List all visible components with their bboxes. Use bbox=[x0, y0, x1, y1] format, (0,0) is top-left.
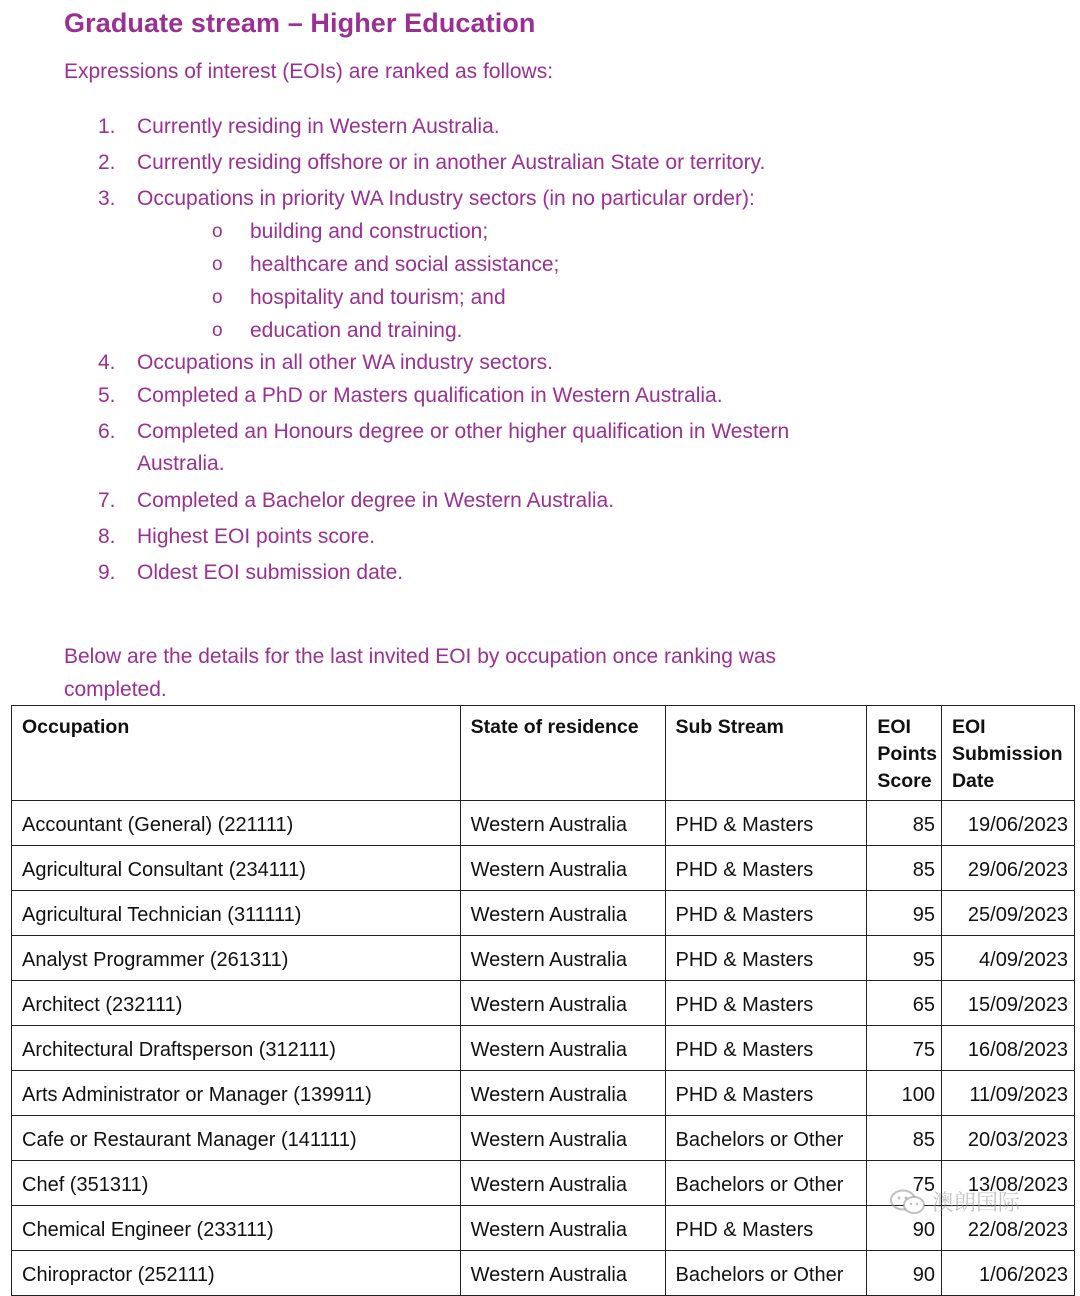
eoi-table bbox=[11, 705, 1075, 1296]
ranking-number: 6. bbox=[98, 420, 116, 443]
cell-sub-stream: PHD & Masters bbox=[665, 801, 867, 846]
cell-sub-stream: Bachelors or Other bbox=[665, 1116, 867, 1161]
cell-sub-stream: PHD & Masters bbox=[665, 846, 867, 891]
cell-occupation: Cafe or Restaurant Manager (141111) bbox=[12, 1116, 461, 1161]
sector-bullet: o bbox=[212, 221, 223, 242]
table-row bbox=[12, 1071, 1075, 1116]
table-intro-text: Below are the details for the last invited EOI by occupation once ranking was completed. bbox=[64, 645, 777, 701]
cell-state: Western Australia bbox=[460, 936, 665, 981]
cell-sub-stream: Bachelors or Other bbox=[665, 1161, 867, 1206]
cell-sub-stream: PHD & Masters bbox=[665, 1026, 867, 1071]
cell-submission-date: 1/06/2023 bbox=[941, 1251, 1074, 1296]
table-row bbox=[12, 801, 1075, 846]
cell-state: Western Australia bbox=[460, 1116, 665, 1161]
ranking-text: Completed an Honours degree or other higher qualification in Western Australia. bbox=[137, 420, 790, 475]
sector-bullet: o bbox=[212, 320, 223, 341]
table-row bbox=[12, 846, 1075, 891]
cell-state: Western Australia bbox=[460, 801, 665, 846]
ranking-number: 3. bbox=[98, 187, 116, 210]
watermark-text: 澳朗国际 bbox=[932, 1190, 1021, 1215]
table-row bbox=[12, 1026, 1075, 1071]
cell-points-score: 85 bbox=[867, 1116, 942, 1161]
ranking-text: Completed a PhD or Masters qualification in Western Australia. bbox=[137, 384, 723, 407]
ranking-number: 8. bbox=[98, 525, 116, 548]
cell-submission-date: 16/08/2023 bbox=[941, 1026, 1074, 1071]
cell-submission-date: 25/09/2023 bbox=[941, 891, 1074, 936]
cell-occupation: Agricultural Consultant (234111) bbox=[12, 846, 461, 891]
cell-points-score: 90 bbox=[867, 1251, 942, 1296]
ranking-text: Completed a Bachelor degree in Western Australia. bbox=[137, 489, 615, 512]
cell-points-score: 75 bbox=[867, 1161, 942, 1206]
cell-occupation: Analyst Programmer (261311) bbox=[12, 936, 461, 981]
cell-occupation: Chemical Engineer (233111) bbox=[12, 1206, 461, 1251]
table-header-row bbox=[12, 706, 1075, 801]
cell-points-score: 85 bbox=[867, 846, 942, 891]
ranking-number: 7. bbox=[98, 489, 116, 512]
sector-text: hospitality and tourism; and bbox=[250, 286, 506, 309]
cell-submission-date: 29/06/2023 bbox=[941, 846, 1074, 891]
table-row bbox=[12, 1251, 1075, 1296]
table-row bbox=[12, 1206, 1075, 1251]
cell-points-score: 75 bbox=[867, 1026, 942, 1071]
cell-points-score: 100 bbox=[867, 1071, 942, 1116]
cell-points-score: 95 bbox=[867, 891, 942, 936]
header-points-score: EOI Points Score bbox=[867, 706, 942, 801]
ranking-text: Oldest EOI submission date. bbox=[137, 561, 404, 584]
ranking-text: Highest EOI points score. bbox=[137, 525, 376, 548]
cell-occupation: Chiropractor (252111) bbox=[12, 1251, 461, 1296]
sector-text: education and training. bbox=[250, 319, 463, 342]
cell-state: Western Australia bbox=[460, 846, 665, 891]
cell-points-score: 65 bbox=[867, 981, 942, 1026]
cell-occupation: Agricultural Technician (311111) bbox=[12, 891, 461, 936]
cell-points-score: 85 bbox=[867, 801, 942, 846]
cell-sub-stream: Bachelors or Other bbox=[665, 1251, 867, 1296]
cell-occupation: Architectural Draftsperson (312111) bbox=[12, 1026, 461, 1071]
ranking-number: 2. bbox=[98, 151, 116, 174]
cell-state: Western Australia bbox=[460, 1161, 665, 1206]
cell-state: Western Australia bbox=[460, 1026, 665, 1071]
table-row bbox=[12, 1161, 1075, 1206]
cell-sub-stream: PHD & Masters bbox=[665, 891, 867, 936]
cell-submission-date: 15/09/2023 bbox=[941, 981, 1074, 1026]
table-row bbox=[12, 981, 1075, 1026]
cell-state: Western Australia bbox=[460, 1251, 665, 1296]
ranking-number: 4. bbox=[98, 351, 116, 374]
cell-submission-date: 13/08/2023 bbox=[941, 1161, 1074, 1206]
cell-sub-stream: PHD & Masters bbox=[665, 936, 867, 981]
cell-points-score: 95 bbox=[867, 936, 942, 981]
ranking-number: 9. bbox=[98, 561, 116, 584]
table-row bbox=[12, 936, 1075, 981]
table-row bbox=[12, 891, 1075, 936]
cell-submission-date: 22/08/2023 bbox=[941, 1206, 1074, 1251]
cell-submission-date: 19/06/2023 bbox=[941, 801, 1074, 846]
header-state: State of residence bbox=[460, 706, 665, 801]
sector-text: building and construction; bbox=[250, 220, 489, 243]
table-row bbox=[12, 1116, 1075, 1161]
cell-state: Western Australia bbox=[460, 1071, 665, 1116]
cell-sub-stream: PHD & Masters bbox=[665, 1206, 867, 1251]
ranking-number: 5. bbox=[98, 384, 116, 407]
cell-submission-date: 11/09/2023 bbox=[941, 1071, 1074, 1116]
sector-text: healthcare and social assistance; bbox=[250, 253, 560, 276]
sector-bullet: o bbox=[212, 254, 223, 275]
cell-state: Western Australia bbox=[460, 981, 665, 1026]
intro-text: Expressions of interest (EOIs) are ranked as follows: bbox=[64, 60, 554, 83]
header-sub-stream: Sub Stream bbox=[665, 706, 867, 801]
ranking-text: Currently residing in Western Australia. bbox=[137, 115, 500, 138]
cell-points-score: 90 bbox=[867, 1206, 942, 1251]
header-occupation: Occupation bbox=[12, 706, 461, 801]
header-submission-date: EOI Submission Date bbox=[941, 706, 1074, 801]
cell-occupation: Architect (232111) bbox=[12, 981, 461, 1026]
cell-submission-date: 20/03/2023 bbox=[941, 1116, 1074, 1161]
cell-sub-stream: PHD & Masters bbox=[665, 1071, 867, 1116]
cell-occupation: Accountant (General) (221111) bbox=[12, 801, 461, 846]
page-title: Graduate stream – Higher Education bbox=[64, 8, 536, 38]
cell-submission-date: 4/09/2023 bbox=[941, 936, 1074, 981]
ranking-number: 1. bbox=[98, 115, 116, 138]
ranking-text: Occupations in all other WA industry sectors. bbox=[137, 351, 553, 374]
ranking-text: Occupations in priority WA Industry sectors (in no particular order): bbox=[137, 187, 755, 210]
cell-state: Western Australia bbox=[460, 1206, 665, 1251]
cell-sub-stream: PHD & Masters bbox=[665, 981, 867, 1026]
cell-occupation: Arts Administrator or Manager (139911) bbox=[12, 1071, 461, 1116]
cell-occupation: Chef (351311) bbox=[12, 1161, 461, 1206]
ranking-text: Currently residing offshore or in another Australian State or territory. bbox=[137, 151, 766, 174]
cell-state: Western Australia bbox=[460, 891, 665, 936]
sector-bullet: o bbox=[212, 287, 223, 308]
